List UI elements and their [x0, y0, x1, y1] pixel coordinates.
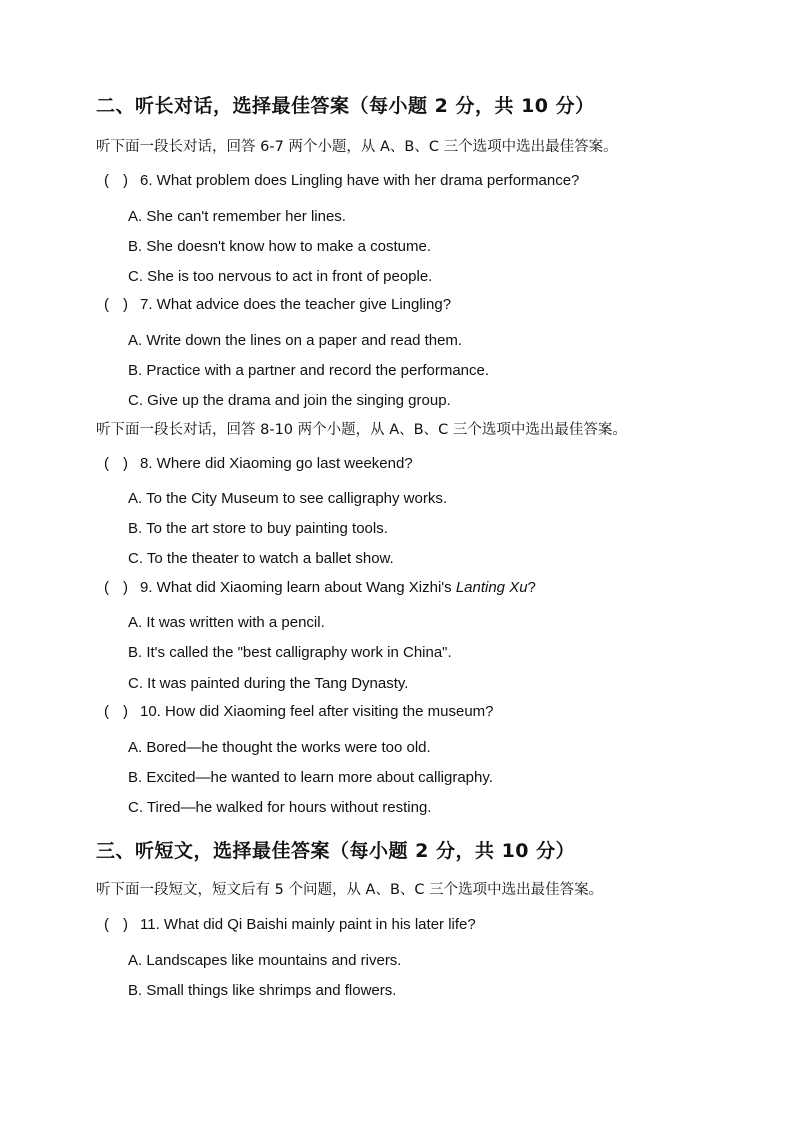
question-10-text: 10. How did Xiaoming feel after visiting the museum? — [140, 703, 494, 720]
question-9-text: 9. What did Xiaoming learn about Wang Xizhi's Lanting Xu? — [140, 579, 536, 596]
question-11-option-a: A. Landscapes like mountains and rivers. — [128, 952, 402, 969]
answer-blank[interactable]: ( ) — [104, 579, 128, 596]
question-6-option-c: C. She is too nervous to act in front of people. — [128, 268, 433, 285]
answer-blank[interactable]: ( ) — [104, 172, 128, 189]
question-8-option-a: A. To the City Museum to see calligraphy works. — [128, 490, 448, 507]
question-7-text: 7. What advice does the teacher give Lingling? — [140, 296, 452, 313]
question-9 — [104, 580, 536, 595]
answer-blank[interactable]: ( ) — [104, 296, 128, 313]
question-8-option-c: C. To the theater to watch a ballet show. — [128, 550, 394, 567]
question-8-text: 8. Where did Xiaoming go last weekend? — [140, 455, 413, 472]
question-9-option-c: C. It was painted during the Tang Dynasty. — [128, 675, 409, 692]
question-10-option-b: B. Excited—he wanted to learn more about calligraphy. — [128, 769, 493, 786]
question-6-text: 6. What problem does Lingling have with her drama performance? — [140, 172, 580, 189]
question-9-option-b: B. It's called the "best calligraphy work in China". — [128, 644, 452, 661]
question-7-option-a: A. Write down the lines on a paper and read them. — [128, 332, 463, 349]
section-2-title: 二、听长对话，选择最佳答案（每小题 2 分，共 10 分） — [96, 95, 595, 117]
question-6 — [104, 173, 579, 188]
question-9-option-a: A. It was written with a pencil. — [128, 614, 325, 631]
question-10-option-a: A. Bored—he thought the works were too old. — [128, 739, 431, 756]
question-7 — [104, 297, 451, 312]
question-7-option-c: C. Give up the drama and join the singing group. — [128, 392, 451, 409]
answer-blank[interactable]: ( ) — [104, 916, 128, 933]
question-6-option-a: A. She can't remember her lines. — [128, 208, 346, 225]
question-10-option-c: C. Tired—he walked for hours without resting. — [128, 799, 432, 816]
section-3-title: 三、听短文，选择最佳答案（每小题 2 分，共 10 分） — [96, 840, 576, 862]
question-10 — [104, 704, 494, 719]
question-8-option-b: B. To the art store to buy painting tools. — [128, 520, 388, 537]
question-7-option-b: B. Practice with a partner and record the performance. — [128, 362, 490, 379]
question-11-option-b: B. Small things like shrimps and flowers. — [128, 982, 397, 999]
book-title: Lanting Xu — [455, 579, 528, 596]
question-6-option-b: B. She doesn't know how to make a costume. — [128, 238, 432, 255]
question-11 — [104, 917, 476, 932]
section-2-instruction-1: 听下面一段长对话，回答 6-7 两个小题，从 A、B、C 三个选项中选出最佳答案。 — [96, 139, 618, 155]
section-3-instruction: 听下面一段短文，短文后有 5 个问题，从 A、B、C 三个选项中选出最佳答案。 — [96, 882, 604, 898]
question-8 — [104, 456, 413, 471]
question-11-text: 11. What did Qi Baishi mainly paint in his later life? — [140, 916, 476, 933]
section-2-instruction-2: 听下面一段长对话，回答 8-10 两个小题，从 A、B、C 三个选项中选出最佳答案。 — [96, 422, 627, 438]
answer-blank[interactable]: ( ) — [104, 455, 128, 472]
answer-blank[interactable]: ( ) — [104, 703, 128, 720]
